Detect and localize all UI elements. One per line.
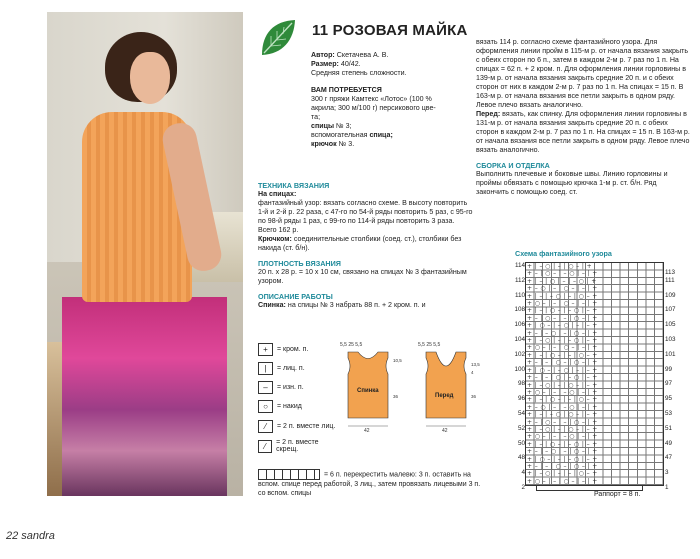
row-number: 114 xyxy=(514,262,525,269)
back-side-dim-1: 10,5 xyxy=(393,358,402,363)
legend-text: = лиц. п. xyxy=(277,364,305,372)
back-schematic-shape xyxy=(348,352,388,418)
back-width: 42 xyxy=(364,428,370,434)
density-heading: ПЛОТНОСТЬ ВЯЗАНИЯ xyxy=(258,259,341,268)
legend-text: = изн. п. xyxy=(277,383,304,391)
back-instructions-text: вязать 114 р. согласно схеме фантазийного узора. Для оформления линии пройм в 115-м р. от начала вязания закрыть с обеих сторон по 6 п., затем в каждом 2-м р. 7 раз по 1 п. На спицах = 62 п. + 2 кром. п. Для оформления линии горловины в 139-м р. от начала вязания закрыть средние 20 п. и с обеих сторон от них в каждом 2-м р. 7 раз по 1 п. На спицах = 15 п. В 163-м р. от начала вязания все петли закрыть в одном ряду. Левое плечо вязать аналогично. xyxy=(476,38,689,109)
photo-face xyxy=(130,52,170,104)
pattern-grid xyxy=(525,262,664,486)
work-back-label: Спинка: xyxy=(258,301,286,309)
difficulty-text: Средняя степень сложности. xyxy=(311,69,407,77)
technique-heading: ТЕХНИКА ВЯЗАНИЯ xyxy=(258,181,330,190)
technique-text: фантазийный узор: вязать согласно схеме. В высоту повторить 1-й и 2-й р. 22 раза, с 47-го по 54-й ряды повторить 5 раз, с 95-го по 98-й ряды 1 раз, с 99-го по 114-й ряды повторить 3 раза. Всего 162 р. xyxy=(258,199,473,234)
row-number: 111 xyxy=(665,276,675,284)
instructions-column xyxy=(476,38,691,197)
technique-needles-label: На спицах: xyxy=(258,190,297,198)
row-number: 107 xyxy=(665,306,676,314)
front-schematic-label: Перед xyxy=(435,393,454,399)
front-text: вязать, как спинку. Для оформления линии горловины в 131-м р. от начала вязания закрыть средние 20 п. с обеих сторон в каждом 2-м р. 7 раз по 1 п. На спицах = 15 п. В 163-м р. от начала вязания все петли закрыть в одном ряду. Левое плечо вязать аналогично. xyxy=(476,110,690,154)
size-value: 40/42. xyxy=(340,60,361,68)
legend-text: = 2 п. вместе скрещ. xyxy=(276,439,319,453)
grid-row-numbers-left xyxy=(503,262,525,499)
row-number: 102 xyxy=(514,350,525,358)
work-heading: ОПИСАНИЕ РАБОТЫ xyxy=(258,292,333,301)
row-number: 4 xyxy=(521,469,525,477)
author-value: Скетачева А. В. xyxy=(336,51,389,59)
front-side-dim-5: 36 xyxy=(471,394,477,399)
row-number: 51 xyxy=(665,424,673,432)
legend-symbol: ⁄ xyxy=(258,420,273,433)
legend-row xyxy=(258,343,308,355)
needed-hook-value: № 3. xyxy=(338,140,355,148)
row-number: 113 xyxy=(665,269,676,276)
legend-row xyxy=(258,420,335,432)
legend-symbol: ○ xyxy=(258,400,273,413)
row-number: 52 xyxy=(517,424,525,432)
row-number: 98 xyxy=(517,380,525,388)
row-number: 95 xyxy=(665,395,673,403)
legend-symbol: – xyxy=(258,381,273,394)
front-top-dims: 5,5 25 5,5 xyxy=(418,342,441,348)
row-number: 50 xyxy=(517,439,525,447)
row-number: 108 xyxy=(514,306,525,314)
photo-skirt xyxy=(62,297,227,496)
legend-text: = 2 п. вместе лиц. xyxy=(277,422,336,430)
row-number: 101 xyxy=(665,350,676,358)
row-number: 106 xyxy=(514,321,525,329)
front-schematic-shape xyxy=(426,352,466,418)
row-number: 1 xyxy=(665,483,669,491)
back-side-dim-2: 36 xyxy=(393,394,399,399)
garment-schematics xyxy=(340,340,500,440)
row-number: 47 xyxy=(665,454,673,462)
back-top-dims: 5,5 25 5,5 xyxy=(340,342,363,348)
row-number: 105 xyxy=(665,321,676,329)
front-width: 42 xyxy=(442,428,448,434)
legend-row xyxy=(258,440,338,452)
row-number: 100 xyxy=(514,365,525,373)
leaf-icon xyxy=(259,18,297,58)
technique-hook-label: Крючком: xyxy=(258,235,292,243)
row-number: 48 xyxy=(517,454,525,462)
row-number: 103 xyxy=(665,335,676,343)
row-number: 53 xyxy=(665,409,673,417)
assembly-text: Выполнить плечевые и боковые швы. Линию горловины и проймы обвязать с помощью крючка 1-м р. ст. б/н. Ряд закончить с помощью соед. ст. xyxy=(476,170,668,196)
needed-hook-label: крючок xyxy=(311,140,337,148)
needed-yarn-line-3: та; xyxy=(311,113,321,121)
row-number: 99 xyxy=(665,365,673,373)
technique-column xyxy=(258,181,474,310)
row-number: 97 xyxy=(665,380,673,388)
legend-row xyxy=(258,381,304,393)
needed-yarn-line-2: акрила; 300 м/100 г) персикового цве- xyxy=(311,104,436,112)
row-number: 49 xyxy=(665,439,673,447)
author-label: Автор: xyxy=(311,51,335,59)
row-number: 104 xyxy=(514,335,525,343)
row-number: 112 xyxy=(514,276,525,284)
row-number: 2 xyxy=(521,483,525,491)
legend-symbol: ⁄ xyxy=(258,440,272,453)
grid-row-numbers-right xyxy=(665,262,687,499)
grid-title: Схема фантазийного узора xyxy=(515,249,612,258)
front-label: Перед: xyxy=(476,110,501,118)
row-number: 110 xyxy=(514,291,525,299)
needed-needles-value: № 3; xyxy=(336,122,352,130)
front-side-dim-4: 4 xyxy=(471,370,474,375)
cable-symbol xyxy=(258,469,320,480)
page-number: 22 sandra xyxy=(6,530,55,542)
needed-yarn-line-1: 300 г пряжи Камтекс «Лотос» (100 % xyxy=(311,95,432,103)
row-number: 96 xyxy=(517,395,525,403)
row-number: 54 xyxy=(517,409,525,417)
legend-symbol: | xyxy=(258,362,273,375)
needed-aux-label: спица; xyxy=(369,131,393,139)
needed-aux-text: вспомогательная xyxy=(311,131,368,139)
row-number: 109 xyxy=(665,291,676,299)
technique-hook-text: соединительные столбики (соед. ст.), столбики без накида (ст. б/н). xyxy=(258,235,462,252)
legend-symbol: + xyxy=(258,343,273,356)
needed-needles-label: спицы xyxy=(311,122,335,130)
front-side-dim-3: 13,5 xyxy=(471,362,480,367)
cable-footnote xyxy=(258,469,488,498)
legend-row xyxy=(258,400,302,412)
cable-footnote-text: = 6 п. перекрестить малевю: 3 п. оставить на вспом. спице перед работой, 3 лиц., затем провязать лицевыми 3 п. со вспом. спицы xyxy=(258,471,481,497)
back-schematic-label: Спинка xyxy=(357,388,379,394)
repeat-label: Раппорт = 8 п. xyxy=(594,491,641,498)
pattern-title: 11 РОЗОВАЯ МАЙКА xyxy=(312,22,468,39)
row-number: 3 xyxy=(665,469,669,477)
materials-column xyxy=(311,51,473,149)
assembly-heading: СБОРКА И ОТДЕЛКА xyxy=(476,161,550,170)
legend-row xyxy=(258,362,305,374)
size-label: Размер: xyxy=(311,60,339,68)
legend-text: = накид xyxy=(277,402,302,410)
pattern-grid-symbols: +|–○|–|○–|+ +–|○–|–○|–|+ +|–|○|–|–○|+ +–○|–|○–|–|+ +|–|–○|–|○–+ +○–|–|○–|–|+ +|–|○–|–○|–+ +–|○–|–|○–|+ +|○–|–○|–|–+ +–|–○|–|○–|+ +|–○|–|–○|–+ +○–|–|○–|–|+ +|–|○–|–|○–+ +–|–|○–|○–|+ +|○–|–○|–|–+ +–|–|○|–○|–+ +|–○|–|○–|–+ +○–|–|–○|–|+ +|–|○–|–|○–+ +–○|–|–○|–|+ +|–|–○|○–|–+ +–|○–|–|○–|+ +|–○|–|○–|–+ +○–|–|–○|–|+ +|–|○–|–○|–+ +–|–○|–|○–|+ +|○–|–|–○|–+ +–|–|○–|○–|+ +|–○|–|–|○–+ +○–|–|○–|–|+ xyxy=(527,263,601,485)
needed-heading: ВАМ ПОТРЕБУЕТСЯ xyxy=(311,86,382,94)
legend-text: = кром. п. xyxy=(277,345,309,353)
density-text: 20 п. х 28 р. = 10 х 10 см, связано на спицах № 3 фантазийным узором. xyxy=(258,268,467,285)
model-photo xyxy=(47,12,243,496)
work-back-text: на спицы № 3 набрать 88 п. + 2 кром. п. и xyxy=(287,301,426,309)
